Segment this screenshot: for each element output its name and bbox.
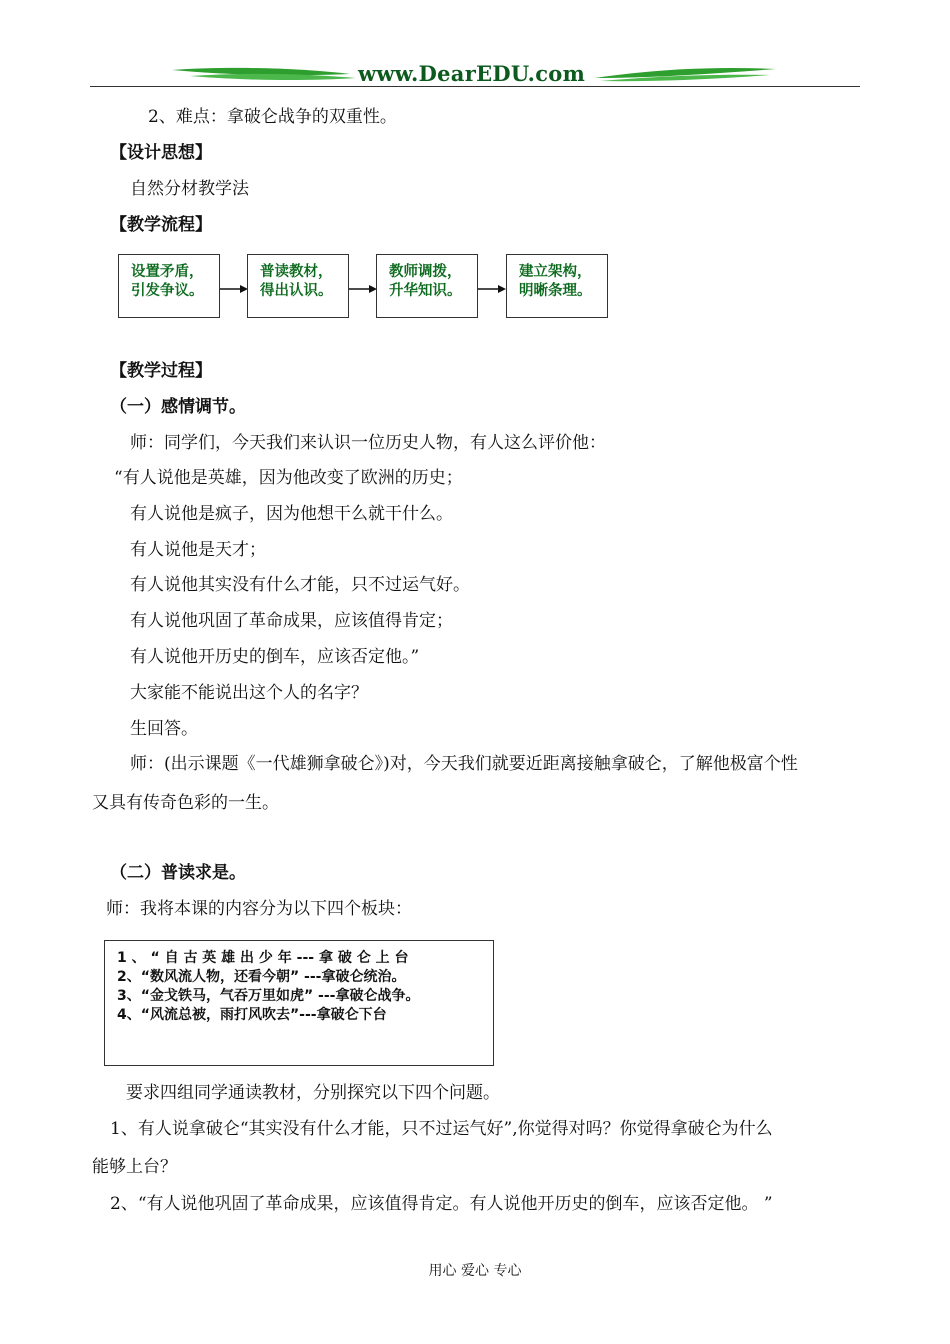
paragraph: 有人说他其实没有什么才能，只不过运气好。 (130, 575, 470, 595)
difficulty-line: 2、难点：拿破仑战争的双重性。 (148, 107, 397, 127)
heading-design: 【设计思想】 (110, 143, 212, 163)
flow-step-label: 普读教材， 得出认识。 (260, 264, 333, 299)
paragraph: 生回答。 (130, 719, 198, 739)
question-2: 2、“有人说他巩固了革命成果，应该值得肯定。有人说他开历史的倒车，应该否定他。 ” (110, 1194, 773, 1214)
paragraph: 师：(出示课题《一代雄狮拿破仑》)对，今天我们就要近距离接触拿破仑，了解他极富个性 (130, 754, 798, 774)
block-item: 1 、 “ 自 古 英 雄 出 少 年 --- 拿 破 仑 上 台 (117, 950, 409, 966)
flow-step-label: 教师调拨， 升华知识。 (389, 264, 462, 299)
paragraph: 有人说他巩固了革命成果，应该值得肯定； (130, 611, 453, 631)
section-two-title: （二）普读求是。 (110, 863, 246, 883)
paragraph: “有人说他是英雄，因为他改变了欧洲的历史； (114, 468, 463, 488)
flow-step-4 (506, 254, 608, 318)
flow-step-1 (118, 254, 220, 318)
flow-step-3 (376, 254, 478, 318)
paragraph: 师：同学们，今天我们来认识一位历史人物，有人这么评价他： (130, 433, 606, 453)
paragraph: 又具有传奇色彩的一生。 (92, 793, 279, 813)
page-footer: 用心 爱心 专心 (428, 1263, 522, 1279)
arrow-right-icon (478, 284, 506, 294)
flow-step-2 (247, 254, 349, 318)
paragraph: 有人说他是疯子，因为他想干么就干什么。 (130, 504, 453, 524)
paragraph: 要求四组同学通读教材，分别探究以下四个问题。 (126, 1083, 500, 1103)
paragraph: 有人说他是天才； (130, 540, 266, 560)
content-blocks-box (104, 940, 494, 1066)
block-item: 3、“金戈铁马，气吞万里如虎” ---拿破仑战争。 (117, 988, 420, 1004)
logo-text: www.DearEDU.com (358, 61, 586, 86)
flow-step-label: 设置矛盾， 引发争议。 (131, 264, 204, 299)
heading-flow: 【教学流程】 (110, 215, 212, 235)
block-item: 2、“数风流人物，还看今朝” ---拿破仑统治。 (117, 969, 406, 985)
section-one-title: （一）感情调节。 (110, 397, 246, 417)
arrow-right-icon (220, 284, 248, 294)
flow-step-label: 建立架构， 明晰条理。 (519, 264, 592, 299)
paragraph: 有人说他开历史的倒车，应该否定他。” (130, 647, 420, 667)
question-1-cont: 能够上台？ (92, 1157, 177, 1177)
block-item: 4、“风流总被，雨打风吹去”---拿破仑下台 (117, 1007, 387, 1023)
paragraph: 大家能不能说出这个人的名字？ (130, 683, 368, 703)
design-text: 自然分材教学法 (130, 179, 249, 199)
arrow-right-icon (349, 284, 377, 294)
paragraph: 师：我将本课的内容分为以下四个板块： (106, 899, 412, 919)
header-divider (90, 86, 860, 87)
question-1: 1、有人说拿破仑“其实没有什么才能，只不过运气好”,你觉得对吗？你觉得拿破仑为什么 (110, 1119, 773, 1139)
heading-process: 【教学过程】 (110, 361, 212, 381)
